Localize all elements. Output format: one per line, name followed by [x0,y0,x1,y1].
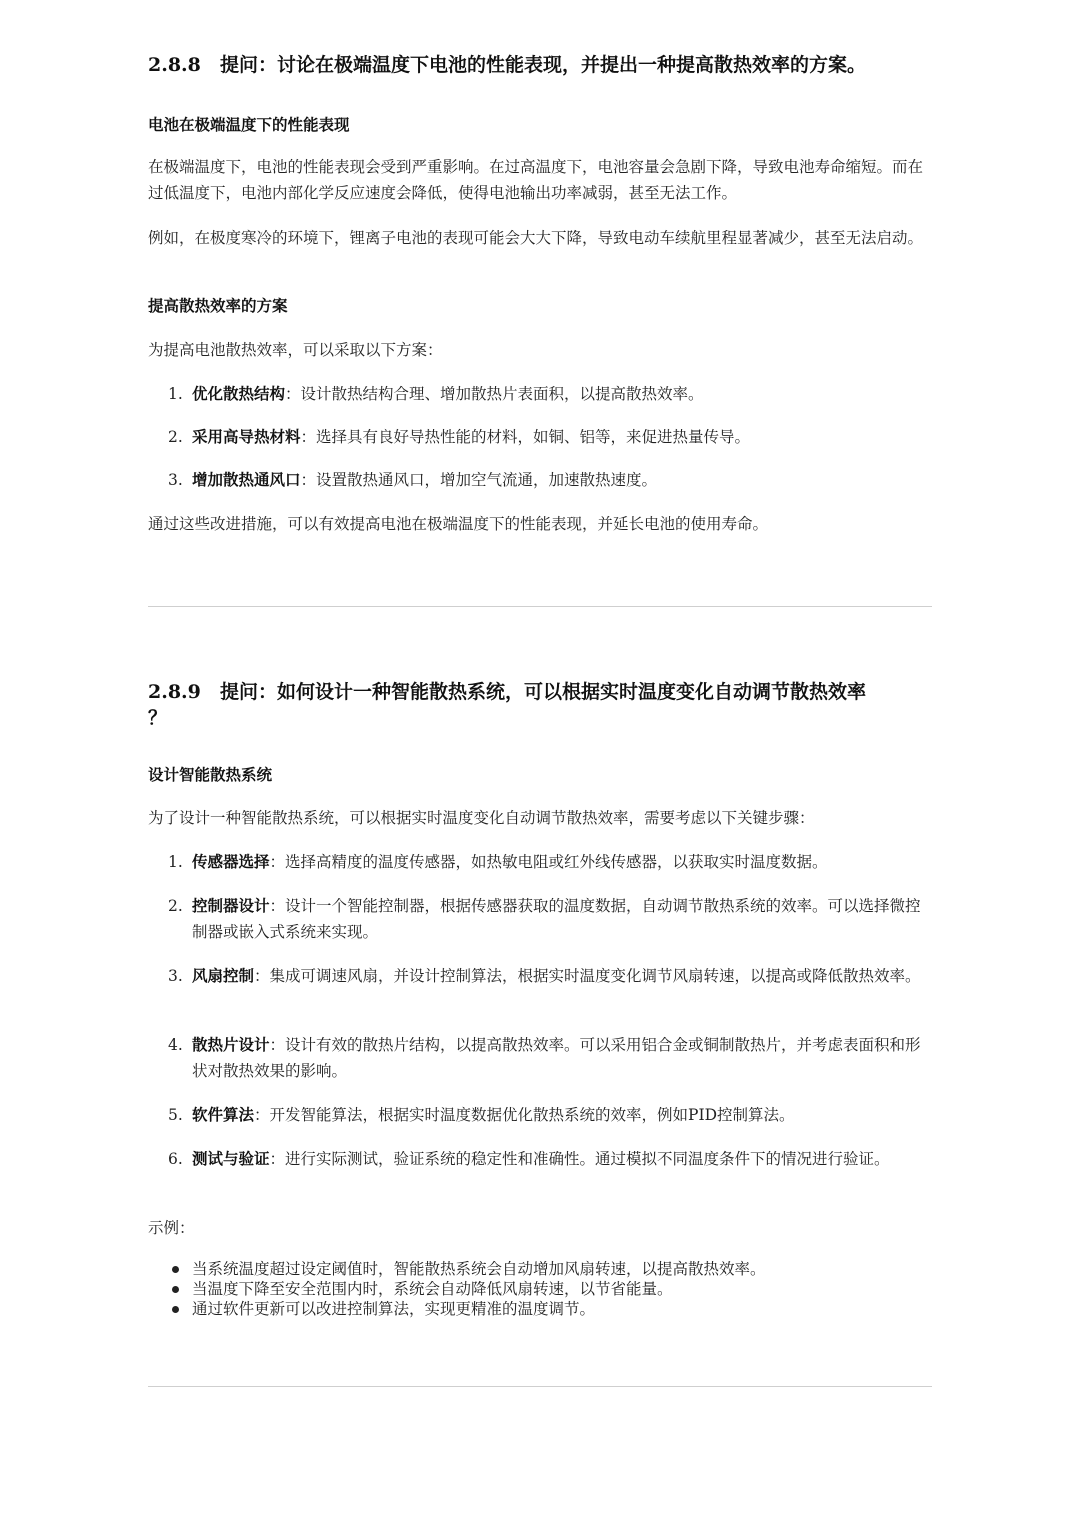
subheading-solution: 提高散热效率的方案 [148,296,288,315]
divider [148,606,932,607]
list-item-text: ：选择高精度的温度传感器，如热敏电阻或红外线传感器，以获取实时温度数据。 [269,853,828,871]
paragraph-solution-intro: 为提高电池散热效率，可以采取以下方案： [148,341,443,359]
list-item: 1. 传感器选择：选择高精度的温度传感器，如热敏电阻或红外线传感器，以获取实时温度数据。 [168,852,828,871]
list-item-term: 风扇控制 [192,966,255,985]
section-number: 2.8.8 [148,54,201,76]
list-item-term: 传感器选择 [192,852,270,871]
list-item-text: ：设计有效的散热片结构，以提高散热效率。可以采用铝合金或铜制散热片，并考虑表面积和形状对散热效果的影响。 [192,1036,921,1080]
bullet-item: 通过软件更新可以改进控制算法，实现更精准的温度调节。 [172,1299,934,1319]
list-item-text: ：选择具有良好导热性能的材料，如铜、铝等，来促进热量传导。 [300,428,751,446]
list-item: 1. 优化散热结构：设计散热结构合理、增加散热片表面积，以提高散热效率。 [168,384,704,403]
subheading-performance: 电池在极端温度下的性能表现 [148,115,350,134]
bullet-dot [172,1286,179,1293]
list-item-text: ：集成可调速风扇，并设计控制算法，根据实时温度变化调节风扇转速，以提高或降低散热效率。 [254,967,921,985]
list-item: 6. 测试与验证：进行实际测试，验证系统的稳定性和准确性。通过模拟不同温度条件下的情况进行验证。 [168,1149,890,1168]
list-item-text: ：进行实际测试，验证系统的稳定性和准确性。通过模拟不同温度条件下的情况进行验证。 [269,1150,890,1168]
list-item: 3. 风扇控制：集成可调速风扇，并设计控制算法，根据实时温度变化调节风扇转速，以提高或降低散热效率。 [168,966,921,985]
divider [148,1386,932,1387]
list-item-text: ：设计一个智能控制器，根据传感器获取的温度数据，自动调节散热系统的效率。可以选择微控制器或嵌入式系统来实现。 [192,897,921,941]
list-item-term: 控制器设计 [192,896,270,915]
list-item-term: 采用高导热材料 [192,427,301,446]
list-item-term: 软件算法 [192,1105,255,1124]
bullet-item: 当温度下降至安全范围内时，系统会自动降低风扇转速，以节省能量。 [172,1279,934,1299]
list-item-text: ：开发智能算法，根据实时温度数据优化散热系统的效率，例如PID控制算法。 [254,1106,795,1124]
section-heading-2-8-8 [148,52,934,78]
section-title: 提问：如何设计一种智能散热系统，可以根据实时温度变化自动调节散热效率 [220,681,867,703]
list-item-text: ：设计散热结构合理、增加散热片表面积，以提高散热效率。 [285,385,704,403]
list-item-term: 测试与验证 [192,1149,270,1168]
section-number: 2.8.9 [148,681,201,703]
list-item: 2. 采用高导热材料：选择具有良好导热性能的材料，如铜、铝等，来促进热量传导。 [168,427,751,446]
paragraph-design-intro: 为了设计一种智能散热系统，可以根据实时温度变化自动调节散热效率，需要考虑以下关键步骤： [148,809,815,827]
paragraph-conclusion: 通过这些改进措施，可以有效提高电池在极端温度下的性能表现，并延长电池的使用寿命。 [148,515,769,533]
list-item-text: ：设置散热通风口，增加空气流通，加速散热速度。 [300,471,658,489]
list-item: 5. 软件算法：开发智能算法，根据实时温度数据优化散热系统的效率，例如PID控制算法。 [168,1105,795,1124]
list-item-term: 优化散热结构 [192,384,286,403]
list-item-term: 增加散热通风口 [192,470,301,489]
list-item: 2. 控制器设计：设计一个智能控制器，根据传感器获取的温度数据，自动调节散热系统的效率。可以选择微控制器或嵌入式系统来实现。 [168,896,921,941]
bullet-item: 当系统温度超过设定阈值时，智能散热系统会自动增加风扇转速，以提高散热效率。 [172,1259,934,1279]
bullet-dot [172,1306,179,1313]
section-title-tail: ？ [148,707,168,729]
subheading-design: 设计智能散热系统 [148,765,273,784]
list-item: 4. 散热片设计：设计有效的散热片结构，以提高散热效率。可以采用铝合金或铜制散热片，并考虑表面积和形状对散热效果的影响。 [168,1035,921,1080]
bullet-dot [172,1266,179,1273]
list-item: 3. 增加散热通风口：设置散热通风口，增加空气流通，加速散热速度。 [168,470,658,489]
paragraph-example: 例如，在极度寒冷的环境下，锂离子电池的表现可能会大大下降，导致电动车续航里程显著减少，甚至无法启动。 [148,229,924,247]
paragraph-performance: 在极端温度下，电池的性能表现会受到严重影响。在过高温度下，电池容量会急剧下降，导致电池寿命缩短。而在过低温度下，电池内部化学反应速度会降低，使得电池输出功率减弱，甚至无法工作。 [148,158,924,202]
example-label: 示例： [148,1219,195,1237]
list-item-term: 散热片设计 [192,1035,270,1054]
section-heading-2-8-9 [148,679,934,731]
section-title: 提问：讨论在极端温度下电池的性能表现，并提出一种提高散热效率的方案。 [220,54,867,76]
